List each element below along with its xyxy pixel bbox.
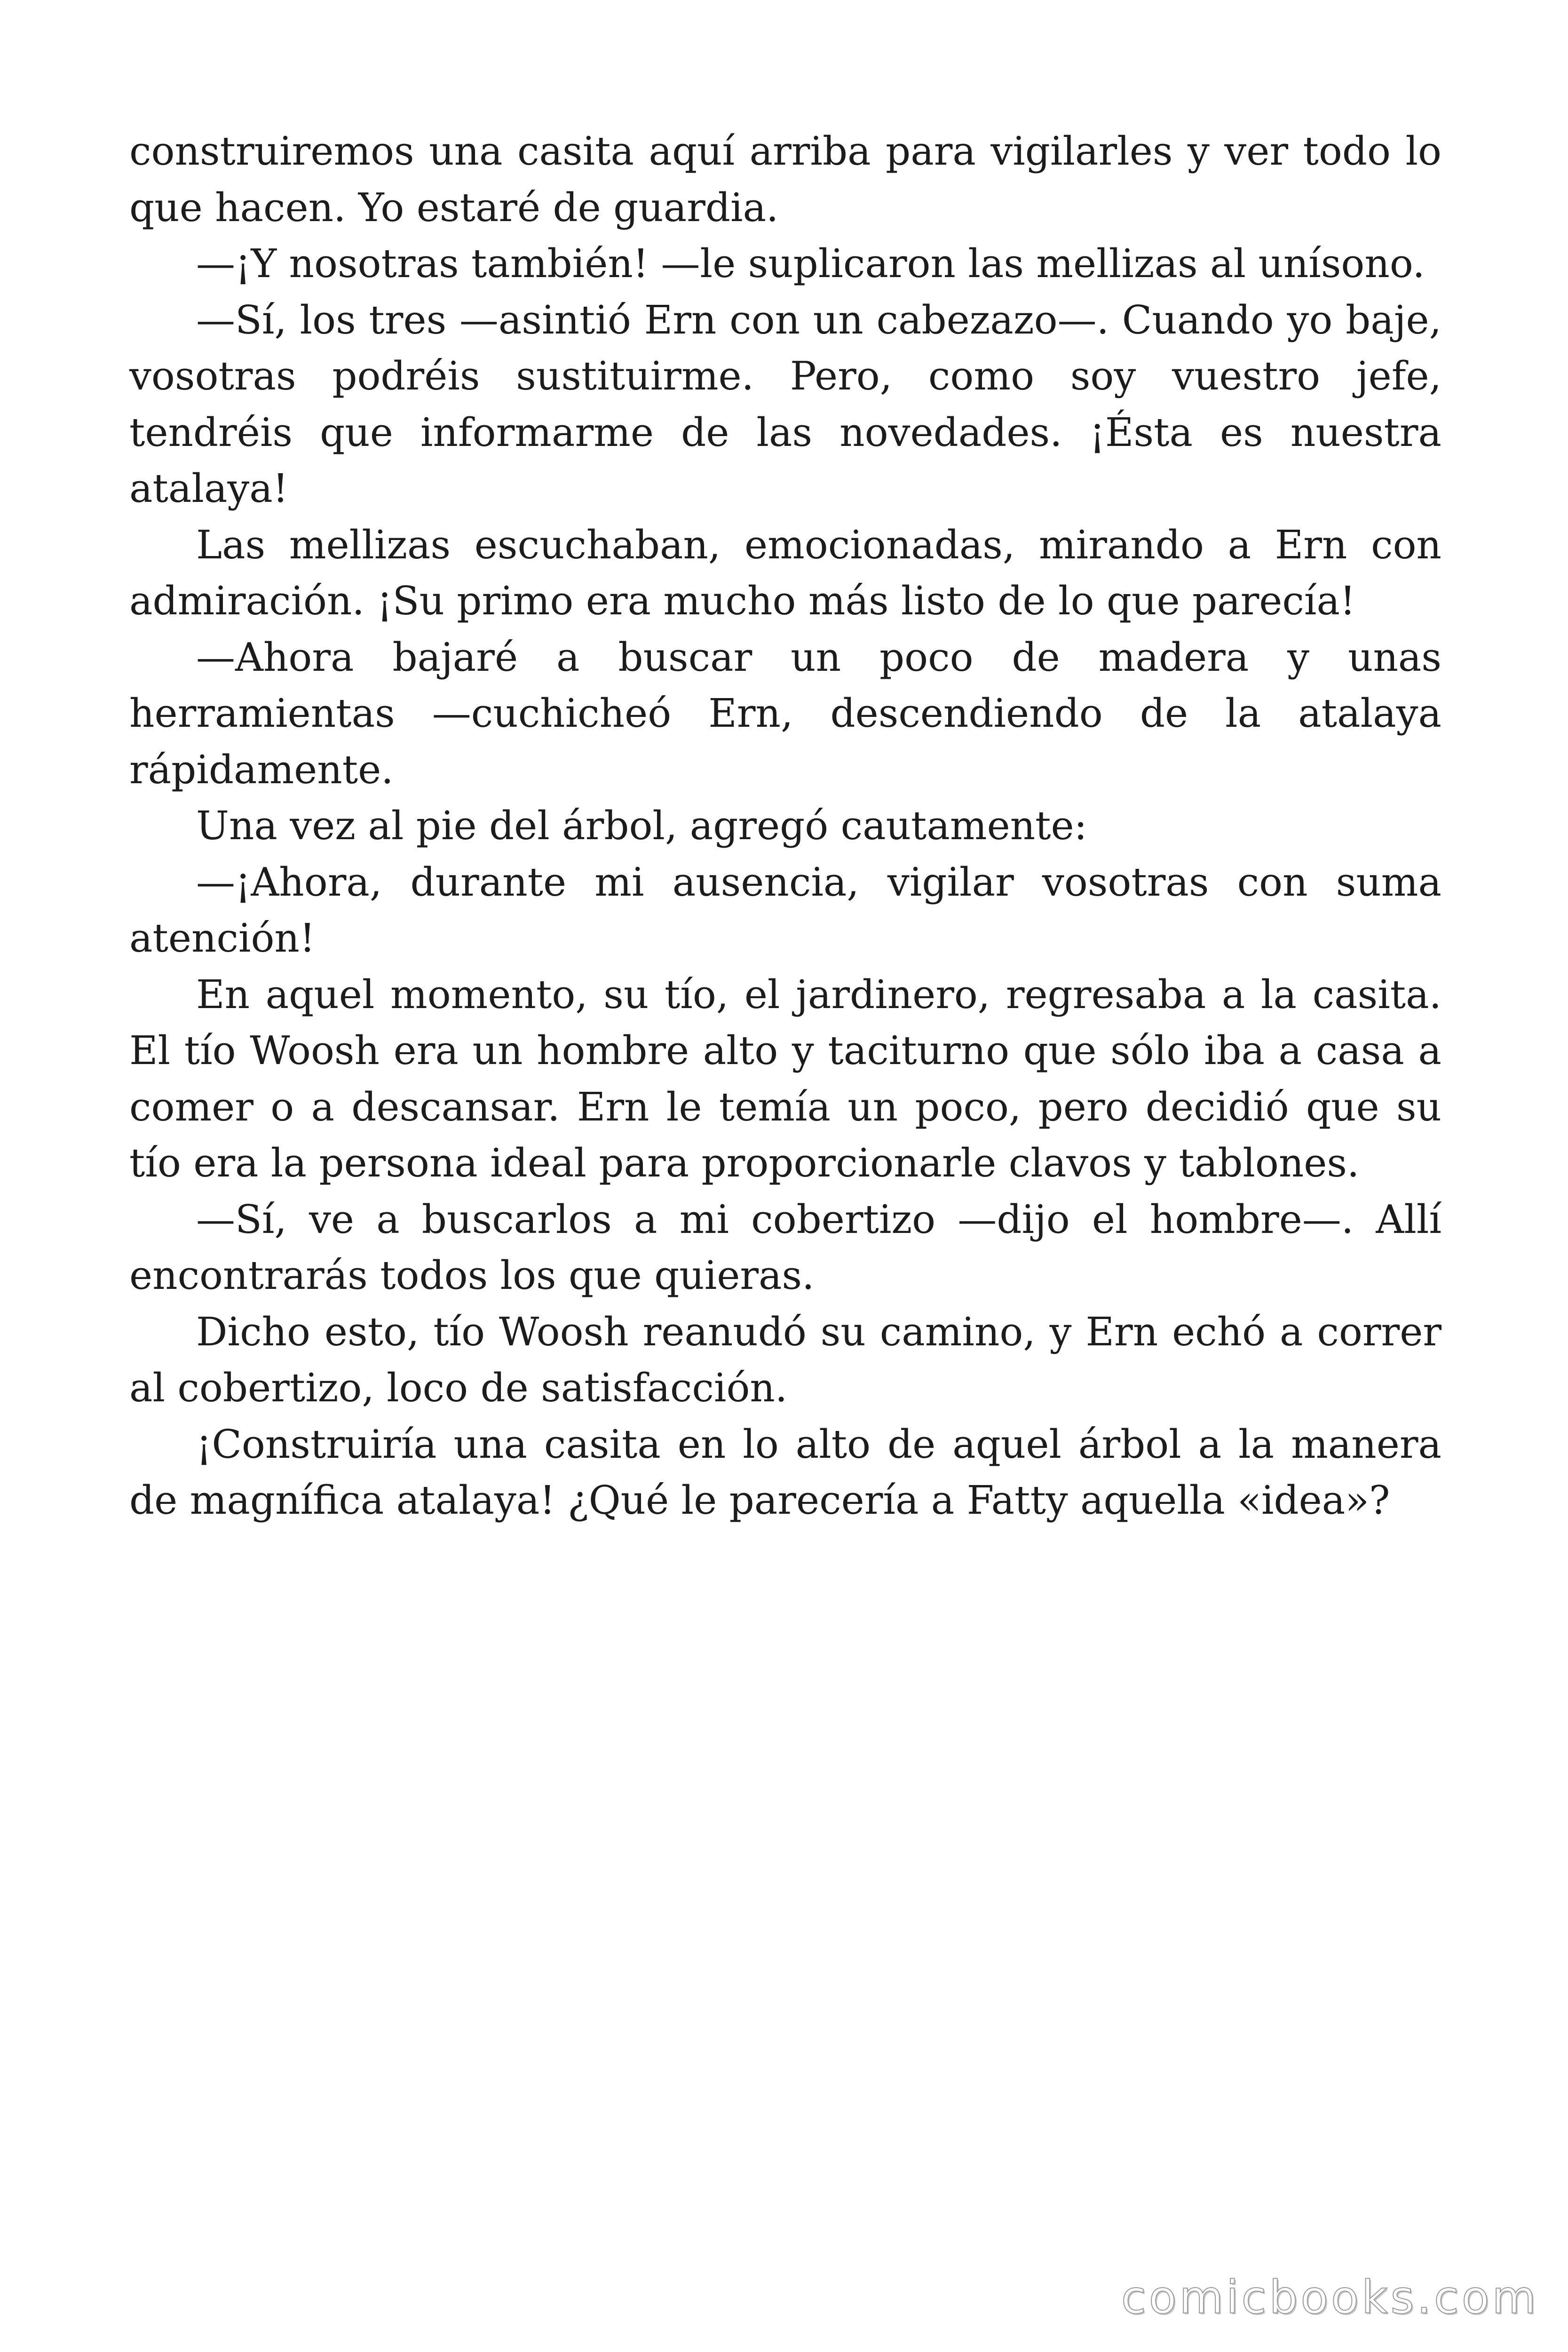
paragraph: Una vez al pie del árbol, agregó cautamente: xyxy=(196,803,1087,849)
paragraph: Las mellizas escuchaban, emocionadas, mirando a Ern con admiración. ¡Su primo era mucho más listo de lo que parecía! xyxy=(129,522,1441,624)
paragraph: ¡Construiría una casita en lo alto de aquel árbol a la manera de magnífica atalaya! ¿Qué le parecería a Fatty aquella «idea»? xyxy=(129,1421,1441,1523)
paragraph: —Sí, los tres —asintió Ern con un cabezazo—. Cuando yo baje, vosotras podréis sustituirme. Pero, como soy vuestro jefe, tendréis que informarme de las novedades. ¡Ésta es nuestra atalaya! xyxy=(129,297,1441,511)
paragraph: —Sí, ve a buscarlos a mi cobertizo —dijo el hombre—. Allí encontrarás todos los que quieras. xyxy=(129,1196,1441,1298)
paragraph: Dicho esto, tío Woosh reanudó su camino, y Ern echó a correr al cobertizo, loco de satisfacción. xyxy=(129,1309,1441,1411)
body-text xyxy=(129,123,1441,1529)
watermark: comicbooks.com xyxy=(1121,2271,1539,2324)
paragraph: —¡Ahora, durante mi ausencia, vigilar vosotras con suma atención! xyxy=(129,859,1441,961)
paragraph: En aquel momento, su tío, el jardinero, regresaba a la casita. El tío Woosh era un hombre alto y taciturno que sólo iba a casa a comer o a descansar. Ern le temía un poco, pero decidió que su tío era la persona ideal para proporcionarle clavos y tablones. xyxy=(129,971,1441,1186)
paragraph: —¡Y nosotras también! —le suplicaron las mellizas al unísono. xyxy=(196,241,1425,286)
paragraph: —Ahora bajaré a buscar un poco de madera y unas herramientas —cuchicheó Ern, descendiendo de la atalaya rápidamente. xyxy=(129,634,1441,793)
paragraph: construiremos una casita aquí arriba para vigilarles y ver todo lo que hacen. Yo estaré de guardia. xyxy=(129,128,1441,230)
